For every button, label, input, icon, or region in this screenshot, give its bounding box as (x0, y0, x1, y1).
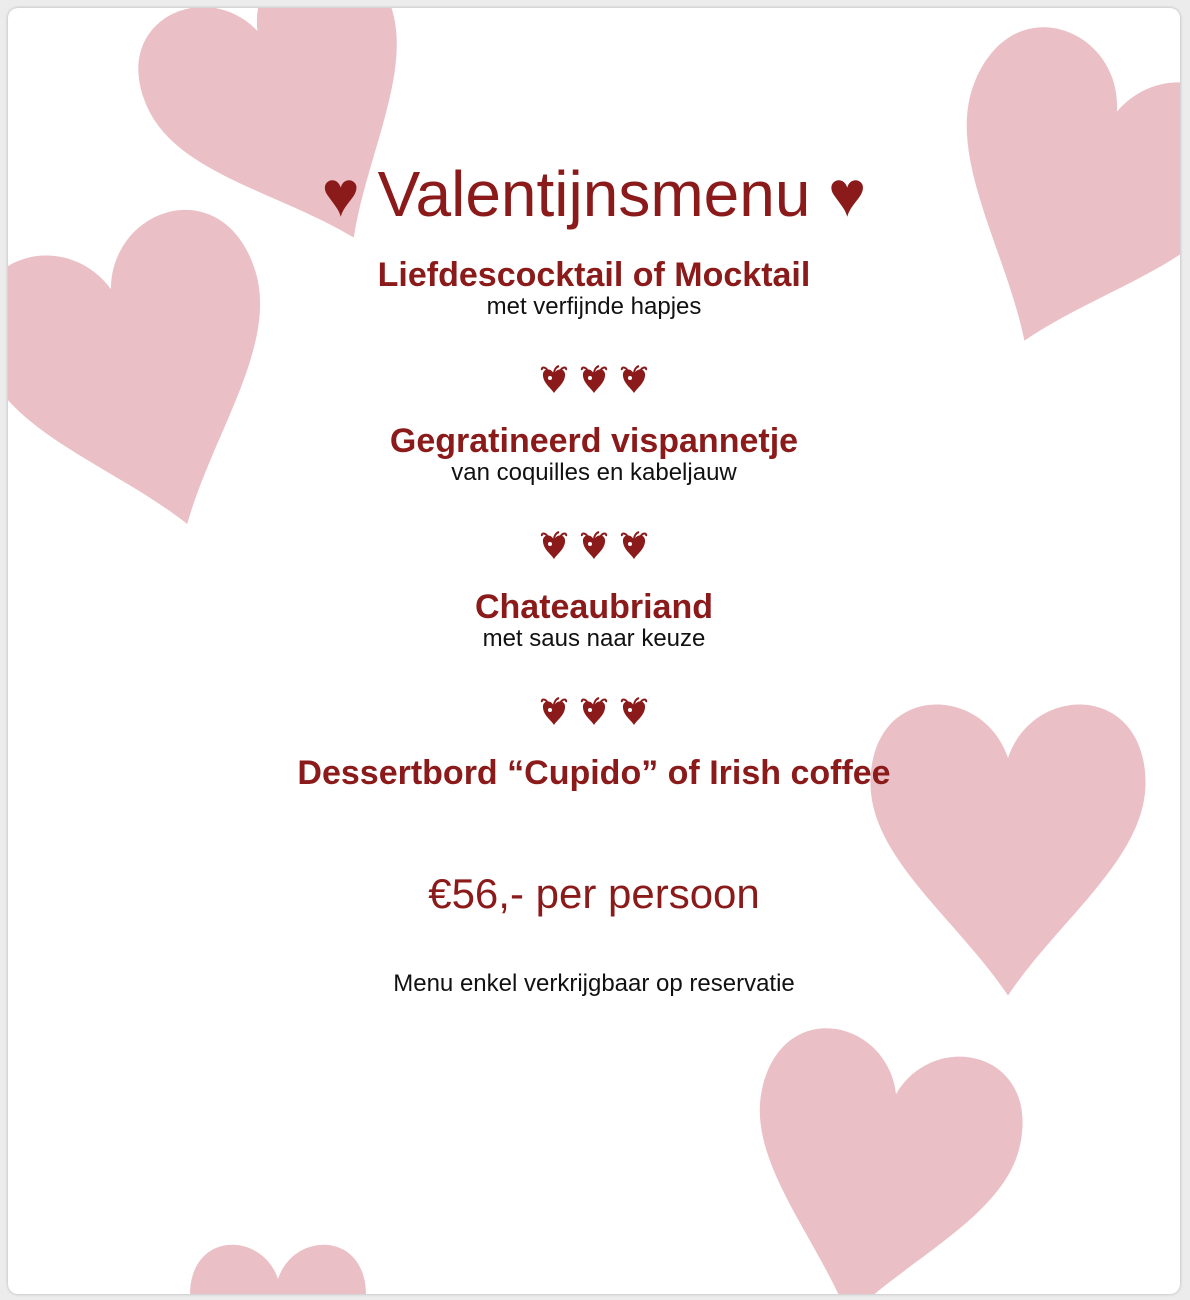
floral-heart-icon (619, 694, 649, 728)
price: €56,- per persoon (428, 870, 760, 917)
course-description: met verfijnde hapjes (486, 293, 702, 320)
course-item (8, 256, 1180, 320)
reservation-note: Menu enkel verkrijgbaar op reservatie (393, 970, 795, 997)
floral-heart-icon (539, 694, 569, 728)
course-name: Liefdescocktail of Mocktail (377, 256, 811, 294)
course-description: van coquilles en kabeljauw (451, 459, 737, 486)
floral-heart-icon (579, 694, 609, 728)
floral-heart-icon (619, 528, 649, 562)
heart-decor-icon (871, 705, 1146, 996)
heart-decor-icon (190, 1245, 366, 1294)
course-item (8, 422, 1180, 486)
menu-title: ♥ Valentijnsmenu ♥ (321, 158, 867, 230)
floral-heart-icon (539, 362, 569, 396)
course-item (8, 754, 1180, 792)
menu-page (8, 8, 1180, 1294)
floral-heart-icon (539, 528, 569, 562)
course-divider (8, 694, 1180, 730)
course-name: Dessertbord “Cupido” of Irish coffee (297, 754, 891, 792)
floral-heart-icon (579, 362, 609, 396)
course-description: met saus naar keuze (482, 625, 706, 652)
floral-heart-icon (579, 528, 609, 562)
course-divider (8, 528, 1180, 564)
heart-decor-icon (719, 1016, 1035, 1294)
course-name: Gegratineerd vispannetje (389, 422, 799, 460)
course-item (8, 588, 1180, 652)
floral-heart-icon (619, 362, 649, 396)
course-name: Chateaubriand (474, 588, 714, 626)
course-divider (8, 362, 1180, 398)
